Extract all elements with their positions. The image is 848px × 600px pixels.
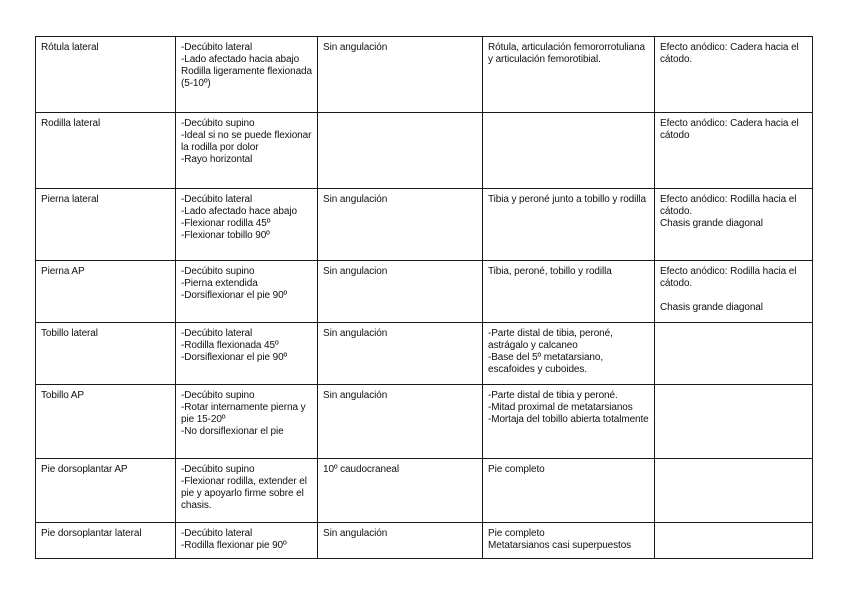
position-cell: -Decúbito lateral -Lado afectado hace abajo -Flexionar rodilla 45º -Flexionar tobillo 90º: [176, 189, 318, 261]
notes-cell: Efecto anódico: Cadera hacia el cátodo.: [655, 37, 813, 113]
notes-cell: [655, 523, 813, 559]
position-cell: -Decúbito supino -Flexionar rodilla, extender el pie y apoyarlo firme sobre el chasis.: [176, 459, 318, 523]
angulation-cell: Sin angulación: [318, 523, 483, 559]
notes-cell: [655, 385, 813, 459]
table-row: [36, 459, 813, 523]
projection-cell: Pierna lateral: [36, 189, 176, 261]
structures-cell: Tibia y peroné junto a tobillo y rodilla: [483, 189, 655, 261]
structures-cell: -Parte distal de tibia, peroné, astrágalo y calcaneo -Base del 5º metatarsiano, escafoides y cuboides.: [483, 323, 655, 385]
notes-cell: Efecto anódico: Rodilla hacia el cátodo. Chasis grande diagonal: [655, 261, 813, 323]
table-row: [36, 385, 813, 459]
structures-cell: -Parte distal de tibia y peroné. -Mitad proximal de metatarsianos -Mortaja del tobillo abierta totalmente: [483, 385, 655, 459]
notes-cell: [655, 459, 813, 523]
angulation-cell: 10º caudocraneal: [318, 459, 483, 523]
notes-cell: Efecto anódico: Cadera hacia el cátodo: [655, 113, 813, 189]
projection-cell: Tobillo AP: [36, 385, 176, 459]
notes-cell: Efecto anódico: Rodilla hacia el cátodo. Chasis grande diagonal: [655, 189, 813, 261]
angulation-cell: Sin angulación: [318, 385, 483, 459]
position-cell: -Decúbito lateral -Rodilla flexionar pie 90º: [176, 523, 318, 559]
angulation-cell: Sin angulación: [318, 37, 483, 113]
angulation-cell: Sin angulación: [318, 323, 483, 385]
projection-cell: Pie dorsoplantar lateral: [36, 523, 176, 559]
projection-cell: Rodilla lateral: [36, 113, 176, 189]
projection-cell: Pierna AP: [36, 261, 176, 323]
notes-cell: [655, 323, 813, 385]
structures-cell: Pie completo: [483, 459, 655, 523]
structures-cell: [483, 113, 655, 189]
angulation-cell: Sin angulacion: [318, 261, 483, 323]
table-row: [36, 523, 813, 559]
position-cell: -Decúbito supino -Ideal si no se puede flexionar la rodilla por dolor -Rayo horizontal: [176, 113, 318, 189]
table-row: [36, 113, 813, 189]
table-row: [36, 37, 813, 113]
angulation-cell: [318, 113, 483, 189]
table-row: [36, 323, 813, 385]
position-cell: -Decúbito lateral -Rodilla flexionada 45º -Dorsiflexionar el pie 90º: [176, 323, 318, 385]
position-cell: -Decúbito supino -Rotar internamente pierna y pie 15-20º -No dorsiflexionar el pie: [176, 385, 318, 459]
table-row: [36, 261, 813, 323]
structures-cell: Rótula, articulación femororrotuliana y articulación femorotibial.: [483, 37, 655, 113]
angulation-cell: Sin angulación: [318, 189, 483, 261]
projection-cell: Tobillo lateral: [36, 323, 176, 385]
projections-table: [35, 36, 813, 559]
structures-cell: Tibia, peroné, tobillo y rodilla: [483, 261, 655, 323]
position-cell: -Decúbito lateral -Lado afectado hacia abajo Rodilla ligeramente flexionada (5-10º): [176, 37, 318, 113]
position-cell: -Decúbito supino -Pierna extendida -Dorsiflexionar el pie 90º: [176, 261, 318, 323]
table-row: [36, 189, 813, 261]
structures-cell: Pie completo Metatarsianos casi superpuestos: [483, 523, 655, 559]
projection-cell: Pie dorsoplantar AP: [36, 459, 176, 523]
projection-cell: Rótula lateral: [36, 37, 176, 113]
